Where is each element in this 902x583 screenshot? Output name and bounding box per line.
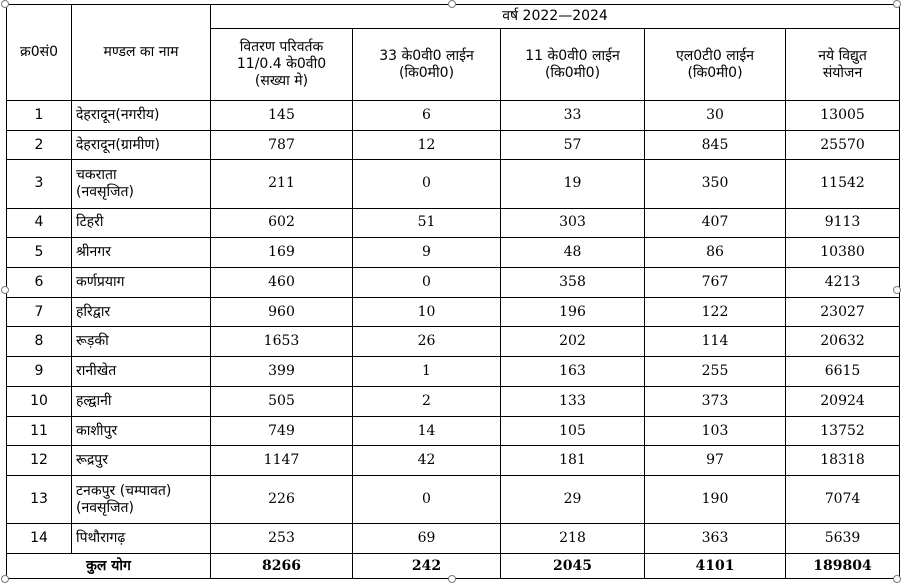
table-row xyxy=(7,297,900,327)
row-value: 255 xyxy=(645,357,786,387)
header-col-33kv xyxy=(353,29,501,101)
row-value: 29 xyxy=(501,476,645,524)
row-value: 23027 xyxy=(786,297,900,327)
header-line: 11/0.4 के0वी0 xyxy=(236,56,327,72)
table-row xyxy=(7,524,900,554)
row-value: 13005 xyxy=(786,101,900,131)
total-cell: 189804 xyxy=(786,554,900,579)
row-value: 25570 xyxy=(786,130,900,160)
row-value: 6 xyxy=(353,101,501,131)
row-value: 845 xyxy=(645,130,786,160)
row-name-line: पिथौरागढ़ xyxy=(76,530,126,547)
row-value: 602 xyxy=(211,208,353,238)
table-row xyxy=(7,208,900,238)
header-line: (कि0मी0) xyxy=(544,64,601,81)
row-value: 9 xyxy=(353,238,501,268)
total-cell: 242 xyxy=(353,554,501,579)
header-col-connections xyxy=(786,29,900,101)
row-name-line: टिहरी xyxy=(76,214,104,231)
row-value: 86 xyxy=(645,238,786,268)
row-name-line: टनकपुर (चम्पावत) xyxy=(76,482,172,499)
row-value: 196 xyxy=(501,297,645,327)
row-value: 505 xyxy=(211,386,353,416)
row-name-line: हरिद्वार xyxy=(76,303,111,320)
row-value: 19 xyxy=(501,160,645,208)
row-value: 10 xyxy=(353,297,501,327)
table-row xyxy=(7,267,900,297)
row-value: 133 xyxy=(501,386,645,416)
header-line: नये विद्युत xyxy=(818,47,867,64)
row-value: 2 xyxy=(353,386,501,416)
row-name-line: कर्णप्रयाग xyxy=(76,273,125,290)
resize-handle-bottom-right[interactable] xyxy=(893,575,901,583)
row-sn: 7 xyxy=(7,297,72,327)
row-sn: 8 xyxy=(7,327,72,357)
row-value: 103 xyxy=(645,416,786,446)
header-line: वितरण परिवर्तक xyxy=(239,39,324,55)
row-value: 169 xyxy=(211,238,353,268)
row-value: 226 xyxy=(211,476,353,524)
row-value: 0 xyxy=(353,267,501,297)
row-sn: 11 xyxy=(7,416,72,446)
row-value: 12 xyxy=(353,130,501,160)
table-row xyxy=(7,238,900,268)
header-line: एल0टी0 लाईन xyxy=(676,47,754,64)
table-row xyxy=(7,446,900,476)
row-value: 1147 xyxy=(211,446,353,476)
row-value: 4213 xyxy=(786,267,900,297)
row-value: 11542 xyxy=(786,160,900,208)
row-value: 350 xyxy=(645,160,786,208)
resize-handle-middle-left[interactable] xyxy=(1,286,9,294)
row-value: 767 xyxy=(645,267,786,297)
row-value: 20632 xyxy=(786,327,900,357)
row-value: 145 xyxy=(211,101,353,131)
row-name-line: रानीखेत xyxy=(76,363,117,380)
row-value: 303 xyxy=(501,208,645,238)
row-value: 163 xyxy=(501,357,645,387)
row-value: 218 xyxy=(501,524,645,554)
row-sn: 4 xyxy=(7,208,72,238)
row-value: 460 xyxy=(211,267,353,297)
row-name-line: काशीपुर xyxy=(76,422,118,439)
table-row xyxy=(7,160,900,208)
row-value: 18318 xyxy=(786,446,900,476)
row-value: 1 xyxy=(353,357,501,387)
row-value: 42 xyxy=(353,446,501,476)
row-value: 0 xyxy=(353,160,501,208)
header-line: (कि0मी0) xyxy=(687,64,743,81)
table-row xyxy=(7,357,900,387)
row-sn: 6 xyxy=(7,267,72,297)
total-cell: 4101 xyxy=(645,554,786,579)
row-value: 33 xyxy=(501,101,645,131)
resize-handle-top-left[interactable] xyxy=(1,0,9,8)
header-sn: क्र0सं0 xyxy=(7,5,72,101)
row-name xyxy=(72,327,211,357)
row-value: 749 xyxy=(211,416,353,446)
resize-handle-bottom-center[interactable] xyxy=(448,575,456,583)
row-name-line: देहरादून(ग्रामीण) xyxy=(76,136,160,153)
header-line: संयोजन xyxy=(822,64,863,81)
row-value: 960 xyxy=(211,297,353,327)
row-value: 51 xyxy=(353,208,501,238)
table-row xyxy=(7,386,900,416)
header-col-transformers xyxy=(211,29,353,101)
table-row xyxy=(7,476,900,524)
row-value: 26 xyxy=(353,327,501,357)
row-value: 202 xyxy=(501,327,645,357)
row-name xyxy=(72,446,211,476)
row-value: 6615 xyxy=(786,357,900,387)
total-label: कुल योग xyxy=(7,554,211,579)
row-sn: 2 xyxy=(7,130,72,160)
row-sn: 13 xyxy=(7,476,72,524)
resize-handle-top-center[interactable] xyxy=(448,0,456,8)
row-value: 20924 xyxy=(786,386,900,416)
row-name-line: चकराता xyxy=(76,166,117,183)
row-name xyxy=(72,130,211,160)
table-row xyxy=(7,327,900,357)
header-line: (सख्या मे) xyxy=(254,73,309,89)
row-value: 122 xyxy=(645,297,786,327)
row-sn: 14 xyxy=(7,524,72,554)
row-sn: 3 xyxy=(7,160,72,208)
header-line: (कि0मी0) xyxy=(398,64,455,81)
row-value: 9113 xyxy=(786,208,900,238)
header-line: 11 के0वी0 लाईन xyxy=(525,47,620,64)
row-name xyxy=(72,208,211,238)
row-value: 363 xyxy=(645,524,786,554)
row-name xyxy=(72,267,211,297)
row-name xyxy=(72,476,211,524)
table-row xyxy=(7,130,900,160)
row-sn: 9 xyxy=(7,357,72,387)
resize-handle-top-right[interactable] xyxy=(893,0,901,8)
row-value: 1653 xyxy=(211,327,353,357)
header-row-period xyxy=(7,5,900,29)
row-name-line: (नवसृजित) xyxy=(76,183,134,200)
row-value: 407 xyxy=(645,208,786,238)
total-cell: 8266 xyxy=(211,554,353,579)
row-value: 10380 xyxy=(786,238,900,268)
row-name xyxy=(72,386,211,416)
row-name xyxy=(72,238,211,268)
row-value: 105 xyxy=(501,416,645,446)
row-value: 48 xyxy=(501,238,645,268)
row-name-line: देहरादून(नगरीय) xyxy=(76,106,160,123)
row-value: 14 xyxy=(353,416,501,446)
row-value: 57 xyxy=(501,130,645,160)
row-name-line: (नवसृजित) xyxy=(76,499,134,516)
row-name xyxy=(72,357,211,387)
row-sn: 12 xyxy=(7,446,72,476)
row-value: 373 xyxy=(645,386,786,416)
data-table xyxy=(6,4,900,579)
row-value: 190 xyxy=(645,476,786,524)
header-period: वर्ष 2022—2024 xyxy=(211,5,900,29)
table-body xyxy=(7,101,900,554)
resize-handle-bottom-left[interactable] xyxy=(1,575,9,583)
row-value: 69 xyxy=(353,524,501,554)
row-name xyxy=(72,101,211,131)
table-row xyxy=(7,416,900,446)
row-name xyxy=(72,524,211,554)
row-name xyxy=(72,160,211,208)
row-value: 13752 xyxy=(786,416,900,446)
header-col-lt xyxy=(645,29,786,101)
header-col-11kv xyxy=(501,29,645,101)
row-value: 5639 xyxy=(786,524,900,554)
row-value: 358 xyxy=(501,267,645,297)
header-line: 33 के0वी0 लाईन xyxy=(379,47,474,64)
row-name-line: रूद्रपुर xyxy=(76,452,108,469)
row-sn: 10 xyxy=(7,386,72,416)
row-value: 30 xyxy=(645,101,786,131)
row-name-line: श्रीनगर xyxy=(76,244,111,261)
row-value: 97 xyxy=(645,446,786,476)
row-value: 211 xyxy=(211,160,353,208)
row-value: 0 xyxy=(353,476,501,524)
row-value: 181 xyxy=(501,446,645,476)
row-value: 7074 xyxy=(786,476,900,524)
table-row xyxy=(7,101,900,131)
row-value: 399 xyxy=(211,357,353,387)
row-value: 253 xyxy=(211,524,353,554)
row-sn: 1 xyxy=(7,101,72,131)
row-name xyxy=(72,297,211,327)
table-container xyxy=(6,4,899,579)
row-sn: 5 xyxy=(7,238,72,268)
resize-handle-middle-right[interactable] xyxy=(893,286,901,294)
row-name-line: रूड़की xyxy=(76,333,109,350)
row-value: 787 xyxy=(211,130,353,160)
header-name: मण्डल का नाम xyxy=(72,5,211,101)
total-cell: 2045 xyxy=(501,554,645,579)
row-name-line: हल्द्वानी xyxy=(76,392,112,409)
row-name xyxy=(72,416,211,446)
row-value: 114 xyxy=(645,327,786,357)
